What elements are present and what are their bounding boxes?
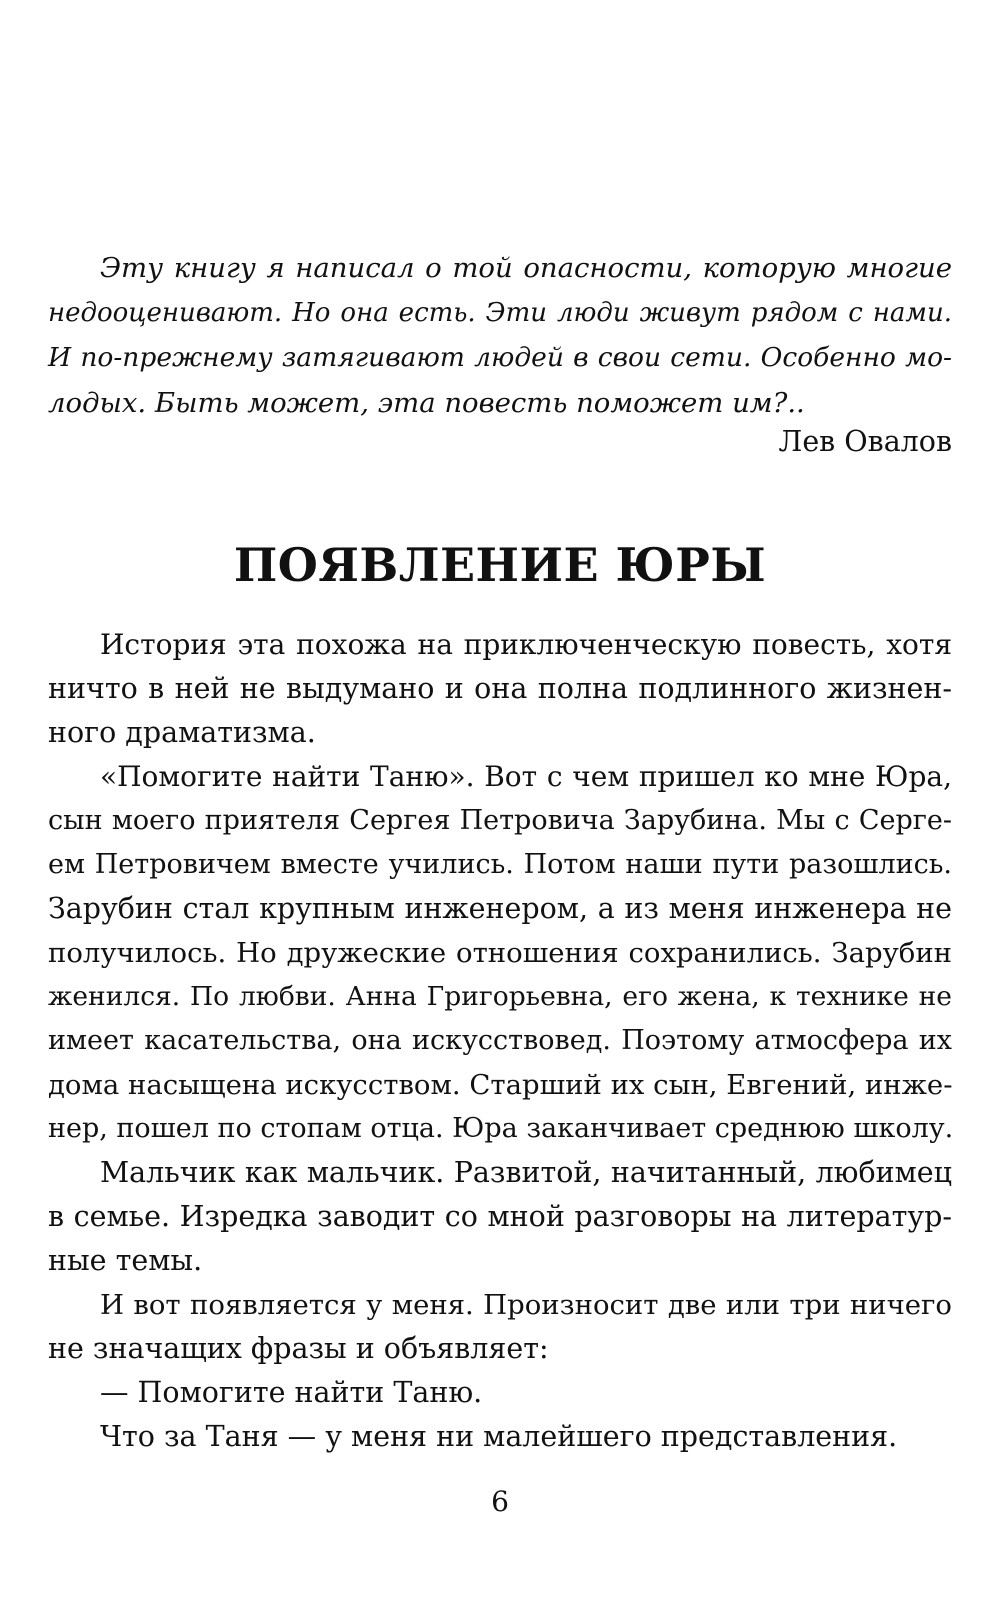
body-line: Что за Таня — у меня ни малейшего представления. xyxy=(100,1420,898,1453)
chapter-title: ПОЯВЛЕНИЕ ЮРЫ xyxy=(233,538,767,592)
body-line: Мальчик как мальчик. Развитой, начитанный, любимец xyxy=(100,1156,952,1189)
body-line: получилось. Но дружеские отношения сохранились. Зарубин xyxy=(48,937,952,969)
epigraph-author: Лев Овалов xyxy=(778,425,952,458)
body-line: «Помогите найти Таню». Вот с чем пришел ко мне Юра, xyxy=(100,760,952,793)
body-line: ем Петровичем вместе учились. Потом наши пути разошлись. xyxy=(48,849,952,880)
epigraph-line: недооценивают. Но она есть. Эти люди живут рядом с нами. xyxy=(48,298,952,328)
epigraph-line: И по-прежнему затягивают людей в свои сети. Особенно мо- xyxy=(48,342,952,373)
body-line: сын моего приятеля Сергея Петровича Зарубина. Мы с Серге- xyxy=(48,805,952,836)
body-line: имеет касательства, она искусствовед. Поэтому атмосфера их xyxy=(48,1025,952,1056)
body-line: ного драматизма. xyxy=(48,716,316,749)
body-line: в семье. Изредка заводит со мной разговоры на литератур- xyxy=(48,1200,952,1233)
epigraph-line: Эту книгу я написал о той опасности, которую многие xyxy=(100,252,952,284)
body-line: дома насыщена искусством. Старший их сын, Евгений, инже- xyxy=(48,1069,953,1101)
body-line: Зарубин стал крупным инженером, а из меня инженера не xyxy=(48,892,952,925)
body-line: ничто в ней не выдумано и она полна подлинного жизнен- xyxy=(48,672,952,705)
body-line: И вот появляется у меня. Произносит две или три ничего xyxy=(100,1289,952,1321)
epigraph-line: лодых. Быть может, эта повесть поможет им?.. xyxy=(48,387,805,419)
page-number: 6 xyxy=(491,1485,509,1518)
body-line: ные темы. xyxy=(48,1244,203,1277)
body-line: женился. По любви. Анна Григорьевна, его жена, к технике не xyxy=(48,981,952,1012)
body-line: нер, пошел по стопам отца. Юра заканчивает среднюю школу. xyxy=(48,1113,954,1144)
body-line: не значащих фразы и объявляет: xyxy=(48,1332,549,1365)
body-line: История эта похожа на приключенческую повесть, хотя xyxy=(100,628,952,661)
book-page xyxy=(48,0,952,1616)
body-line: — Помогите найти Таню. xyxy=(100,1376,483,1409)
